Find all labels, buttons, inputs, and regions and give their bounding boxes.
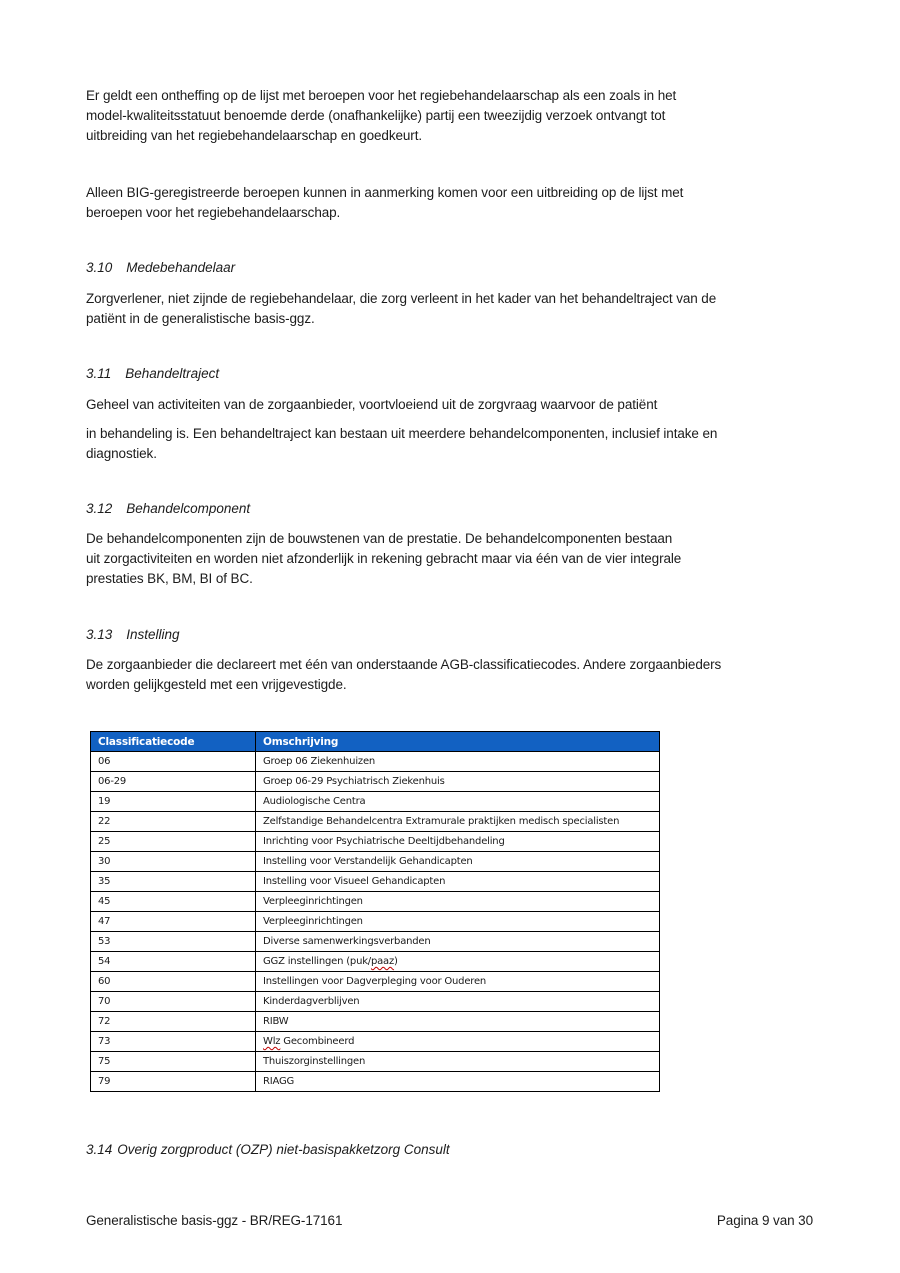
paragraph-ontheffing bbox=[86, 86, 676, 146]
cell-omschrijving: Diverse samenwerkingsverbanden bbox=[256, 932, 660, 952]
text-line: Zorgverlener, niet zijnde de regiebehandelaar, die zorg verleent in het kader van het behandeltraject van de bbox=[86, 291, 717, 306]
paragraph-instelling bbox=[86, 655, 721, 695]
table-row bbox=[91, 772, 660, 792]
section-number: 3.13 bbox=[86, 627, 113, 642]
section-number: 3.11 bbox=[86, 366, 112, 381]
table-row bbox=[91, 752, 660, 772]
cell-classificatiecode: 60 bbox=[91, 972, 256, 992]
cell-classificatiecode: 06-29 bbox=[91, 772, 256, 792]
text-line: beroepen voor het regiebehandelaarschap. bbox=[86, 205, 341, 220]
text-line: uit zorgactiviteiten en worden niet afzonderlijk in rekening gebracht maar via één van de vier integrale bbox=[86, 551, 682, 566]
cell-omschrijving: Wlz Gecombineerd bbox=[256, 1032, 660, 1052]
section-number: 3.12 bbox=[86, 501, 113, 516]
cell-omschrijving: Verpleeginrichtingen bbox=[256, 912, 660, 932]
text-line: De zorgaanbieder die declareert met één van onderstaande AGB-classificatiecodes. Andere zorgaanbieders bbox=[86, 657, 722, 672]
section-title: Overig zorgproduct (OZP) niet-basispakketzorg Consult bbox=[117, 1142, 450, 1157]
text-line: worden gelijkgesteld met een vrijgevestigde. bbox=[86, 677, 347, 692]
cell-classificatiecode: 45 bbox=[91, 892, 256, 912]
text-line: De behandelcomponenten zijn de bouwstenen van de prestatie. De behandelcomponenten bestaan bbox=[86, 531, 673, 546]
cell-classificatiecode: 70 bbox=[91, 992, 256, 1012]
misspelled-word: paaz bbox=[370, 956, 395, 967]
text-line: prestaties BK, BM, BI of BC. bbox=[86, 571, 253, 586]
section-title: Behandeltraject bbox=[125, 366, 220, 381]
section-title: Medebehandelaar bbox=[126, 260, 236, 275]
table-row bbox=[91, 832, 660, 852]
paragraph-medebehandelaar bbox=[86, 289, 716, 329]
text-line: in behandeling is. Een behandeltraject kan bestaan uit meerdere behandelcomponenten, inclusief intake en bbox=[86, 426, 718, 441]
section-heading-3-13 bbox=[86, 627, 180, 642]
cell-classificatiecode: 35 bbox=[91, 872, 256, 892]
text-line: Geheel van activiteiten van de zorgaanbieder, voortvloeiend uit de zorgvraag waarvoor de patiënt bbox=[86, 397, 658, 412]
table-row bbox=[91, 872, 660, 892]
cell-omschrijving: Audiologische Centra bbox=[256, 792, 660, 812]
table-row bbox=[91, 952, 660, 972]
paragraph-behandeltraject-1 bbox=[86, 395, 657, 415]
cell-omschrijving: Instelling voor Visueel Gehandicapten bbox=[256, 872, 660, 892]
table-row bbox=[91, 932, 660, 952]
footer-page-number: Pagina 9 van 30 bbox=[716, 1213, 813, 1228]
cell-classificatiecode: 54 bbox=[91, 952, 256, 972]
section-heading-3-14 bbox=[86, 1142, 450, 1157]
cell-classificatiecode: 19 bbox=[91, 792, 256, 812]
text-line: model-kwaliteitsstatuut benoemde derde (onafhankelijke) partij een tweezijdig verzoek ontvangt tot bbox=[86, 108, 666, 123]
section-title: Behandelcomponent bbox=[126, 501, 251, 516]
cell-omschrijving: RIBW bbox=[256, 1012, 660, 1032]
cell-omschrijving: Groep 06-29 Psychiatrisch Ziekenhuis bbox=[256, 772, 660, 792]
text-line: diagnostiek. bbox=[86, 446, 157, 461]
section-heading-3-10 bbox=[86, 260, 235, 275]
table-row bbox=[91, 892, 660, 912]
section-heading-3-11 bbox=[86, 366, 219, 381]
cell-classificatiecode: 47 bbox=[91, 912, 256, 932]
cell-classificatiecode: 22 bbox=[91, 812, 256, 832]
table-row bbox=[91, 992, 660, 1012]
footer-document-title: Generalistische basis-ggz - BR/REG-17161 bbox=[86, 1213, 343, 1228]
column-header-omschrijving: Omschrijving bbox=[256, 732, 660, 752]
section-number: 3.10 bbox=[86, 260, 113, 275]
cell-classificatiecode: 25 bbox=[91, 832, 256, 852]
cell-omschrijving: Groep 06 Ziekenhuizen bbox=[256, 752, 660, 772]
classification-table-body bbox=[91, 752, 660, 1092]
table-row bbox=[91, 1052, 660, 1072]
footer bbox=[86, 1213, 813, 1228]
table-row bbox=[91, 812, 660, 832]
text-line: Er geldt een ontheffing op de lijst met beroepen voor het regiebehandelaarschap als een zoals in het bbox=[86, 88, 677, 103]
cell-classificatiecode: 79 bbox=[91, 1072, 256, 1092]
cell-omschrijving: Zelfstandige Behandelcentra Extramurale praktijken medisch specialisten bbox=[256, 812, 660, 832]
table-row bbox=[91, 972, 660, 992]
paragraph-big-geregistreerde bbox=[86, 183, 683, 223]
paragraph-behandelcomponent bbox=[86, 529, 681, 589]
cell-omschrijving: Verpleeginrichtingen bbox=[256, 892, 660, 912]
column-header-classificatiecode: Classificatiecode bbox=[91, 732, 256, 752]
cell-omschrijving: Thuiszorginstellingen bbox=[256, 1052, 660, 1072]
table-header-row bbox=[91, 732, 660, 752]
cell-classificatiecode: 75 bbox=[91, 1052, 256, 1072]
cell-omschrijving: Instelling voor Verstandelijk Gehandicapten bbox=[256, 852, 660, 872]
text-line: uitbreiding van het regiebehandelaarschap en goedkeurt. bbox=[86, 128, 423, 143]
section-title: Instelling bbox=[126, 627, 180, 642]
cell-classificatiecode: 06 bbox=[91, 752, 256, 772]
classification-table bbox=[90, 731, 660, 1092]
table-row bbox=[91, 1032, 660, 1052]
cell-omschrijving: Instellingen voor Dagverpleging voor Ouderen bbox=[256, 972, 660, 992]
cell-classificatiecode: 72 bbox=[91, 1012, 256, 1032]
table-row bbox=[91, 912, 660, 932]
table-row bbox=[91, 852, 660, 872]
misspelled-word: Wlz bbox=[263, 1036, 281, 1047]
cell-omschrijving: GGZ instellingen (puk/paaz) bbox=[256, 952, 660, 972]
cell-classificatiecode: 73 bbox=[91, 1032, 256, 1052]
cell-classificatiecode: 30 bbox=[91, 852, 256, 872]
text-line: Alleen BIG-geregistreerde beroepen kunnen in aanmerking komen voor een uitbreiding op de lijst met bbox=[86, 185, 684, 200]
table-row bbox=[91, 1012, 660, 1032]
cell-omschrijving: RIAGG bbox=[256, 1072, 660, 1092]
paragraph-behandeltraject-2 bbox=[86, 424, 717, 464]
cell-classificatiecode: 53 bbox=[91, 932, 256, 952]
table-row bbox=[91, 792, 660, 812]
cell-omschrijving: Inrichting voor Psychiatrische Deeltijdbehandeling bbox=[256, 832, 660, 852]
cell-omschrijving: Kinderdagverblijven bbox=[256, 992, 660, 1012]
text-line: patiënt in de generalistische basis-ggz. bbox=[86, 311, 315, 326]
section-heading-3-12 bbox=[86, 501, 250, 516]
section-number: 3.14 bbox=[86, 1142, 113, 1157]
table-row bbox=[91, 1072, 660, 1092]
